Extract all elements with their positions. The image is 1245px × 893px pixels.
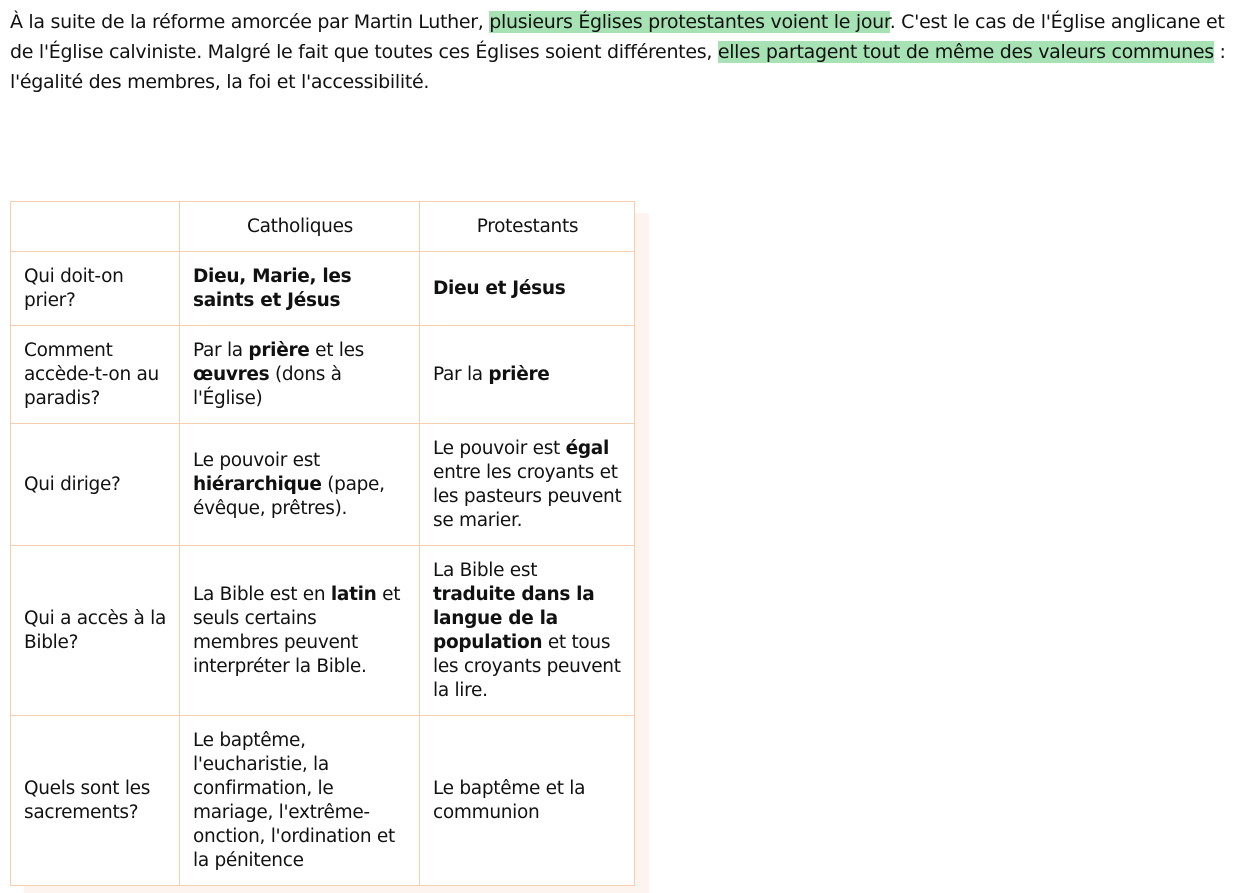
table-row — [11, 546, 635, 716]
header-catholiques: Catholiques — [180, 202, 420, 252]
protestants-text-segment: Par la — [433, 363, 489, 385]
protestants-text-segment: La Bible est — [433, 559, 538, 581]
protestants-text-segment: Dieu et Jésus — [433, 277, 566, 299]
protestants-cell — [420, 546, 635, 716]
question-cell — [11, 716, 180, 886]
question-text: Qui a accès à la Bible? — [24, 607, 166, 653]
catholiques-text-segment: La Bible est en — [193, 583, 331, 605]
catholiques-text-segment: latin — [330, 583, 377, 605]
comparison-table — [10, 201, 635, 886]
catholiques-text-segment: et les — [309, 339, 365, 361]
catholiques-text-segment: hiérarchique — [193, 473, 322, 495]
protestants-text-segment: et tous les croyants peuvent la lire. — [433, 631, 621, 701]
question-cell — [11, 326, 180, 424]
header-empty — [11, 202, 180, 252]
intro-text-1: À la suite de la réforme amorcée par Martin Luther, — [10, 11, 490, 33]
table-row — [11, 716, 635, 886]
table-row — [11, 424, 635, 546]
table-header-row — [11, 202, 635, 252]
catholiques-text-segment: (pape, évêque, prêtres). — [193, 473, 385, 519]
question-text: Quels sont les sacrements? — [24, 777, 151, 823]
protestants-text-segment: Le pouvoir est — [433, 437, 566, 459]
catholiques-text-segment: Par la — [193, 339, 249, 361]
catholiques-cell — [180, 326, 420, 424]
catholiques-text-segment: (dons à l'Église) — [193, 363, 342, 409]
table-row — [11, 326, 635, 424]
question-cell — [11, 546, 180, 716]
catholiques-text-segment: Dieu, Marie, les saints et Jésus — [193, 265, 352, 311]
highlight-1: plusieurs Églises protestantes voient le jour — [489, 11, 890, 33]
protestants-text-segment: Le baptême et la communion — [433, 777, 586, 823]
catholiques-cell — [180, 716, 420, 886]
question-text: Qui dirige? — [24, 473, 121, 495]
protestants-cell — [420, 424, 635, 546]
protestants-cell — [420, 252, 635, 326]
intro-text-3: : l'égalité des membres, la foi et l'accessibilité. — [10, 41, 1226, 93]
catholiques-cell — [180, 252, 420, 326]
catholiques-text-segment: œuvres — [193, 363, 270, 385]
highlight-2: elles partagent tout de même des valeurs communes — [717, 41, 1214, 63]
question-cell — [11, 252, 180, 326]
table-row — [11, 252, 635, 326]
catholiques-text-segment: prière — [248, 339, 310, 361]
header-protestants: Protestants — [420, 202, 635, 252]
protestants-text-segment: entre les croyants et les pasteurs peuvent se marier. — [433, 461, 622, 531]
question-text: Qui doit-on prier? — [24, 265, 124, 311]
catholiques-text-segment: Le pouvoir est — [193, 449, 320, 471]
protestants-text-segment: traduite dans la langue de la population — [433, 583, 595, 653]
question-text: Comment accède-t-on au paradis? — [24, 339, 159, 409]
protestants-text-segment: prière — [488, 363, 550, 385]
comparison-table-container — [10, 201, 635, 886]
protestants-cell — [420, 326, 635, 424]
protestants-cell — [420, 716, 635, 886]
intro-paragraph — [10, 7, 1242, 97]
intro-text-2: . C'est le cas de l'Église anglicane et de l'Église calviniste. Malgré le fait que toutes ces Églises soient différentes, — [10, 11, 1225, 63]
question-cell — [11, 424, 180, 546]
catholiques-text-segment: Le baptême, l'eucharistie, la confirmation, le mariage, l'extrême-onction, l'ordination et la pénitence — [193, 729, 395, 871]
catholiques-cell — [180, 424, 420, 546]
catholiques-text-segment: et seuls certains membres peuvent interpréter la Bible. — [193, 583, 401, 677]
protestants-text-segment: égal — [565, 437, 610, 459]
catholiques-cell — [180, 546, 420, 716]
